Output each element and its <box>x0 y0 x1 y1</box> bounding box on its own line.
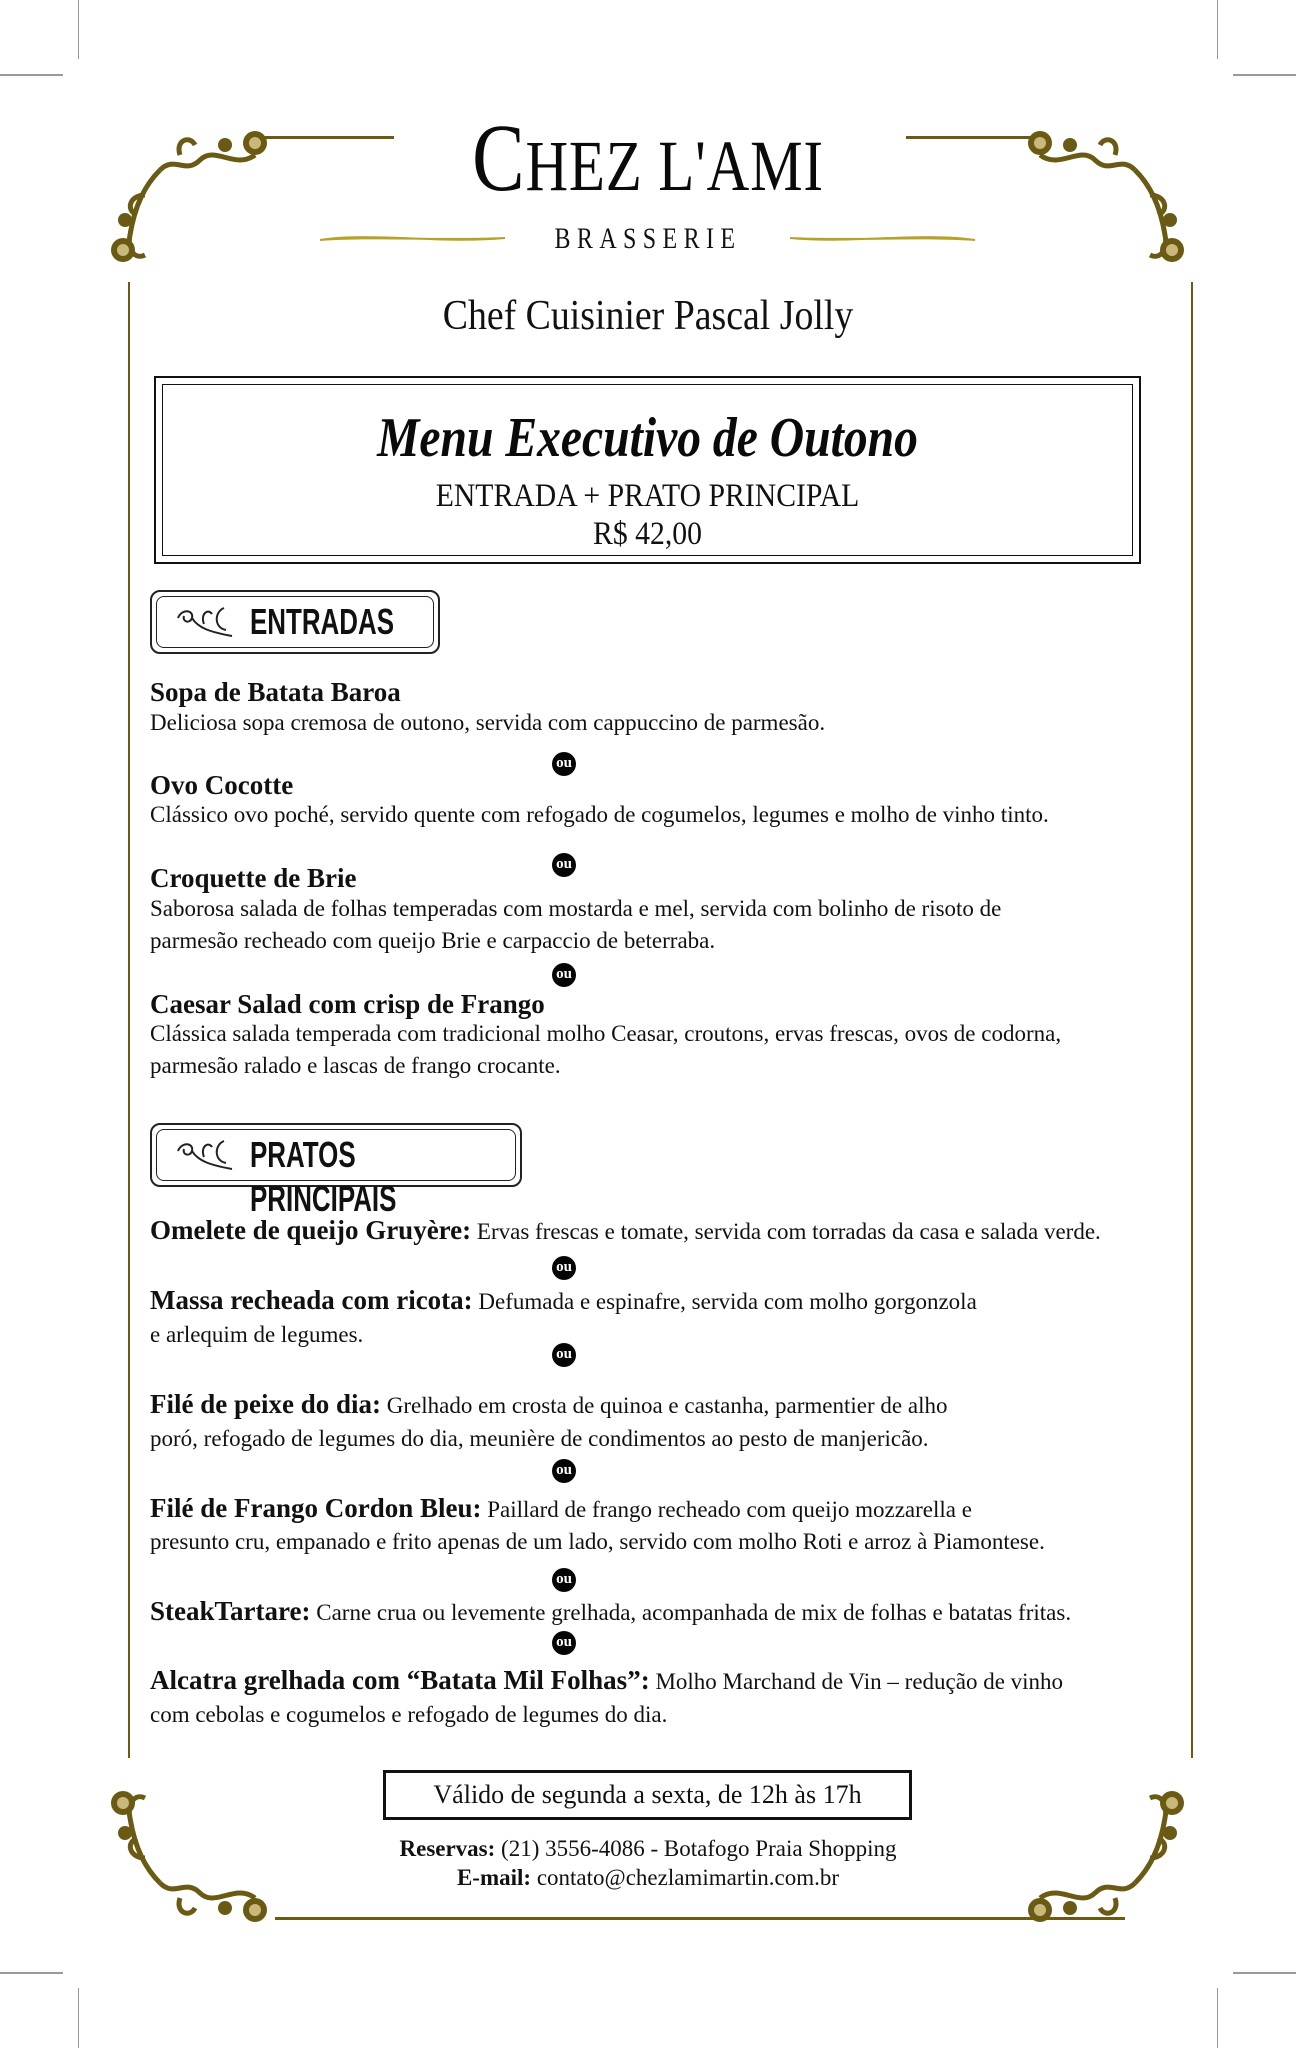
entrada-desc: Clássico ovo poché, servido quente com refogado de cogumelos, legumes e molho de vinho tinto. <box>150 802 1049 827</box>
or-separator-badge: ou <box>552 963 576 987</box>
prato-title: Filé de peixe do dia: <box>150 1389 381 1419</box>
entrada-title: Caesar Salad com crisp de Frango <box>150 989 545 1019</box>
crop-mark <box>78 0 79 59</box>
flourish-icon <box>174 604 234 640</box>
frame-left-line <box>128 282 130 1758</box>
crop-mark <box>0 74 63 76</box>
email-value[interactable]: contato@chezlamimartin.com.br <box>531 1865 840 1890</box>
or-separator-badge: ou <box>552 1459 576 1483</box>
frame-bottom-line <box>275 1917 1125 1920</box>
prato-desc: Ervas frescas e tomate, servida com torradas da casa e salada verde. <box>471 1219 1101 1244</box>
prato-desc: Paillard de frango recheado com queijo mozzarella e <box>481 1497 972 1522</box>
chef-name: Chef Cuisinier Pascal Jolly <box>442 293 854 339</box>
reservas-label: Reservas: <box>399 1836 496 1861</box>
prato-desc: Molho Marchand de Vin – redução de vinho <box>649 1669 1064 1694</box>
or-separator-badge: ou <box>552 853 576 877</box>
validity-box: Válido de segunda a sexta, de 12h às 17h <box>383 1770 912 1820</box>
crop-mark <box>1233 1972 1296 1974</box>
reservas-value: (21) 3556-4086 - Botafogo Praia Shopping <box>495 1836 897 1861</box>
prato-desc: Carne crua ou levemente grelhada, acompanhada de mix de folhas e batatas fritas. <box>310 1600 1072 1625</box>
prato-item <box>150 1491 972 1527</box>
or-separator-badge: ou <box>552 1256 576 1280</box>
prato-title: Massa recheada com ricota: <box>150 1285 473 1315</box>
entrada-desc: Deliciosa sopa cremosa de outono, servida com cappuccino de parmesão. <box>150 710 826 735</box>
prato-desc-cont: e arlequim de legumes. <box>150 1322 364 1347</box>
menu-subtitle: ENTRADA + PRATO PRINCIPAL <box>435 478 860 514</box>
crop-mark <box>1217 0 1218 59</box>
or-separator-badge: ou <box>552 1631 576 1655</box>
prato-item <box>150 1663 1063 1699</box>
or-separator-badge: ou <box>552 1568 576 1592</box>
crop-mark <box>78 1988 79 2048</box>
reservations-line <box>0 1835 1296 1863</box>
email-line <box>0 1864 1296 1892</box>
or-separator-badge: ou <box>552 752 576 776</box>
ornament-bottom-right-icon <box>1010 1788 1190 1938</box>
entrada-desc: Saborosa salada de folhas temperadas com mostarda e mel, servida com bolinho de risoto de <box>150 896 1002 921</box>
prato-desc-cont: poró, refogado de legumes do dia, meunière de condimentos ao pesto de manjericão. <box>150 1426 929 1451</box>
crop-mark <box>1217 1988 1218 2048</box>
brand-logo <box>117 104 1180 216</box>
email-label: E-mail: <box>456 1865 532 1890</box>
frame-right-line <box>1191 282 1193 1758</box>
or-separator-badge: ou <box>552 1343 576 1367</box>
brand-subtitle: BRASSERIE <box>554 222 742 255</box>
prato-title: Omelete de queijo Gruyère: <box>150 1215 472 1245</box>
prato-desc: Grelhado em crosta de quinoa e castanha, parmentier de alho <box>381 1393 948 1418</box>
prato-item <box>150 1594 1071 1630</box>
crop-mark <box>0 1972 63 1974</box>
section-header-pratos-principais <box>150 1123 522 1219</box>
swoosh-right-icon <box>790 232 975 244</box>
prato-desc-cont: presunto cru, empanado e frito apenas de um lado, servido com molho Roti e arroz à Piamontese. <box>150 1529 1045 1554</box>
menu-title: Menu Executivo de Outono <box>377 407 918 469</box>
entrada-title: Ovo Cocotte <box>150 770 294 800</box>
menu-price: R$ 42,00 <box>593 516 702 552</box>
prato-title: SteakTartare: <box>150 1596 311 1626</box>
prato-title: Alcatra grelhada com “Batata Mil Folhas”: <box>150 1665 650 1695</box>
flourish-icon <box>174 1137 234 1173</box>
brand-initial: C <box>472 104 526 211</box>
prato-desc: Defumada e espinafre, servida com molho gorgonzola <box>472 1289 977 1314</box>
entrada-title: Sopa de Batata Baroa <box>150 677 401 707</box>
prato-item <box>150 1387 947 1423</box>
prato-item <box>150 1283 977 1319</box>
crop-mark <box>1233 74 1296 76</box>
section-title: PRATOS PRINCIPAIS <box>250 1134 397 1219</box>
entrada-desc: Clássica salada temperada com tradicional molho Ceasar, croutons, ervas frescas, ovos de codorna, <box>150 1021 1062 1046</box>
ornament-bottom-left-icon <box>105 1788 285 1938</box>
prato-title: Filé de Frango Cordon Bleu: <box>150 1493 482 1523</box>
brand-name: HEZ L'AMI <box>525 126 824 206</box>
section-title: ENTRADAS <box>250 601 395 642</box>
menu-title-box <box>154 376 1141 564</box>
section-header-entradas <box>150 590 440 654</box>
entrada-title: Croquette de Brie <box>150 863 357 893</box>
prato-desc-cont: com cebolas e cogumelos e refogado de legumes do dia. <box>150 1702 668 1727</box>
prato-item <box>150 1213 1101 1249</box>
entrada-desc: parmesão recheado com queijo Brie e carpaccio de beterraba. <box>150 928 716 953</box>
entrada-desc: parmesão ralado e lascas de frango crocante. <box>150 1053 561 1078</box>
